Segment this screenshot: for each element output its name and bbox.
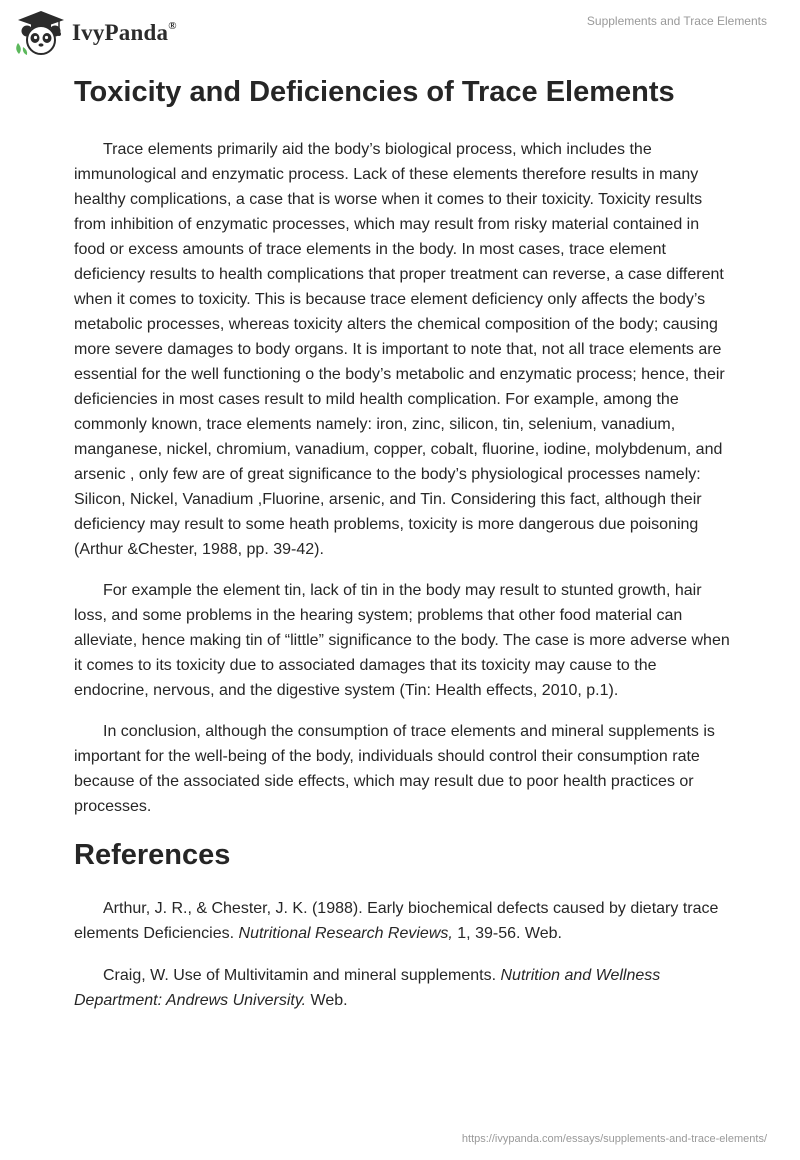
registered-mark: ® — [168, 20, 177, 33]
essay-content — [74, 72, 734, 1030]
reference-source: Nutritional Research Reviews, — [238, 925, 453, 942]
reference-text: 1, 39-56. Web. — [452, 925, 562, 942]
reference-source: Nutrition and Wellness Department: Andrews University. — [74, 967, 661, 1009]
footer-url-link[interactable]: https://ivypanda.com/essays/supplements-and-trace-elements/ — [461, 1133, 767, 1145]
reference-item — [74, 896, 734, 946]
brand-name — [72, 20, 177, 46]
panda-graduate-logo-icon — [14, 9, 68, 57]
references-heading: References — [74, 839, 231, 871]
ivypanda-logo[interactable] — [14, 9, 177, 57]
body-paragraph: Trace elements primarily aid the body’s biological process, which includes the immunological and enzymatic process. Lack of these elements therefore results in many healthy complications, a case that is worse when it comes to their toxicity. Toxicity results from inhibition of enzymatic processes, which may result from risky material contained in food or excess amounts of trace elements in the body. In most cases, trace element deficiency results to health complications that proper treatment can reverse, a case different when it comes to toxicity. This is because trace element deficiency only affects the body’s metabolic processes, whereas toxicity alters the chemical composition of the body; causing more severe damages to body organs. It is important to note that, not all trace elements are essential for the well functioning o the body’s metabolic and enzymatic process; hence, their deficiencies in most cases result to mild health complication. For example, among the commonly known, trace elements namely: iron, zinc, silicon, tin, selenium, vanadium, manganese, nickel, chromium, vanadium, copper, cobalt, fluorine, iodine, molybdenum, and arsenic , only few are of great significance to the body’s physiological processes namely: Silicon, Nickel, Vanadium ,Fluorine, arsenic, and Tin. Considering this fact, although their deficiency may result to some heath problems, toxicity is more dangerous due poisoning (Arthur &Chester, 1988, pp. 39-42). — [74, 141, 725, 558]
body-paragraph: In conclusion, although the consumption of trace elements and mineral supplements is important for the well-being of the body, individuals should control their consumption rate because of the associated side effects, which may result due to poor health practices or processes. — [74, 723, 715, 815]
page-header — [0, 0, 800, 64]
reference-text: Arthur, J. R., & Chester, J. K. (1988). Early biochemical defects caused by dietary trace elements Deficiencies. — [74, 900, 719, 942]
reference-item — [74, 963, 734, 1013]
brand-text: IvyPanda — [72, 20, 169, 45]
section-heading: Toxicity and Deficiencies of Trace Elements — [74, 76, 675, 108]
document-title: Supplements and Trace Elements — [586, 14, 767, 28]
reference-text: Web. — [306, 992, 348, 1009]
body-paragraph: For example the element tin, lack of tin in the body may result to stunted growth, hair loss, and some problems in the hearing system; problems that other food material can alleviate, hence making tin of “little” significance to the body. The case is more adverse when it comes to its toxicity due to associated damages that its toxicity may cause to the endocrine, nervous, and the digestive system (Tin: Health effects, 2010, p.1). — [74, 582, 730, 699]
reference-text: Craig, W. Use of Multivitamin and mineral supplements. — [103, 967, 501, 984]
references-list — [74, 896, 734, 1013]
